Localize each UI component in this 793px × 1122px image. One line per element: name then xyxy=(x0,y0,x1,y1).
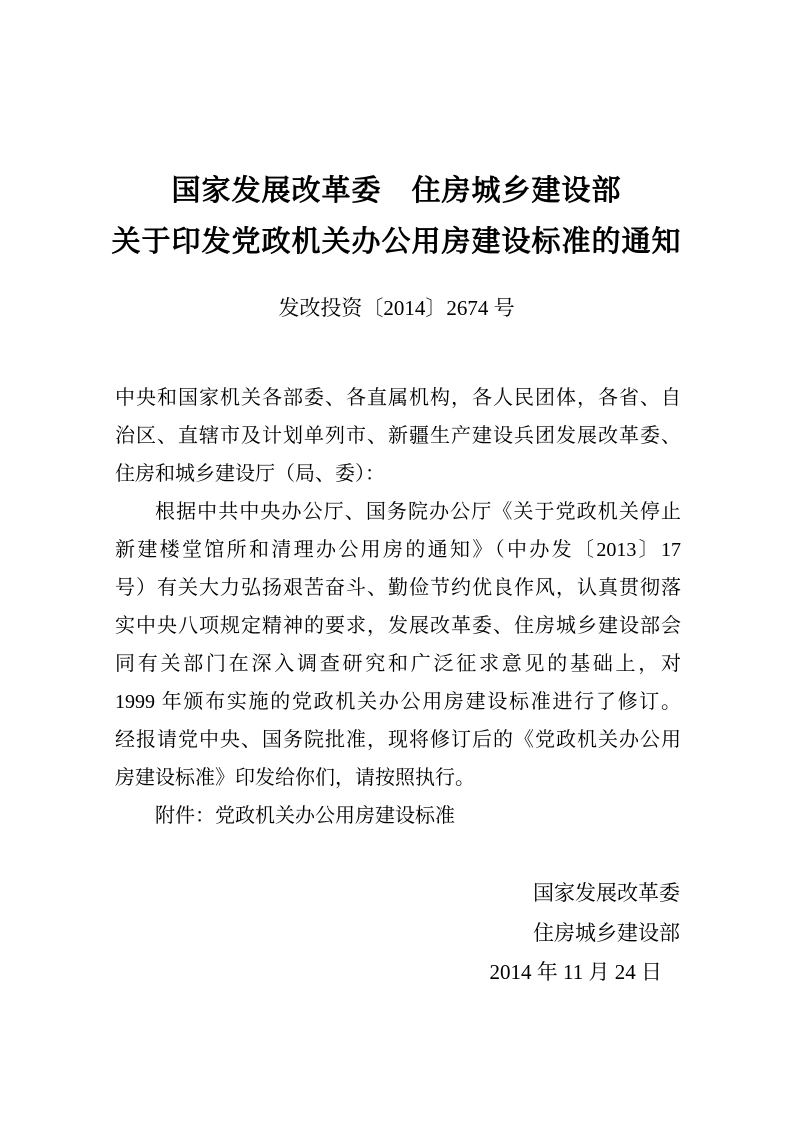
signature-block xyxy=(490,874,680,993)
attachment-line: 附件：党政机关办公用房建设标准 xyxy=(155,805,455,827)
signature-org-2: 住房城乡建设部 xyxy=(533,920,680,945)
paragraph-main xyxy=(115,493,681,797)
text-line: 实中央八项规定精神的要求，发展改革委、住房城乡建设部会 xyxy=(115,615,681,637)
text-line: 同有关部门在深入调查研究和广泛征求意见的基础上，对 xyxy=(115,653,681,675)
document-body xyxy=(115,379,681,835)
text-line: 根据中共中央办公厅、国务院办公厅《关于党政机关停止 xyxy=(155,501,681,523)
text-line: 房建设标准》印发给你们，请按照执行。 xyxy=(115,767,475,789)
text-line: 治区、直辖市及计划单列市、新疆生产建设兵团发展改革委、 xyxy=(115,425,681,447)
document-number: 发改投资〔2014〕2674 号 xyxy=(278,296,515,320)
paragraph-attachment xyxy=(115,797,681,835)
text-line: 新建楼堂馆所和清理办公用房的通知》（中办发〔2013〕17 xyxy=(115,539,681,561)
text-line: 经报请党中央、国务院批准，现将修订后的《党政机关办公用 xyxy=(115,729,681,751)
title-line-1: 国家发展改革委 住房城乡建设部 xyxy=(171,175,622,207)
signature-date: 2014 年 11 月 24 日 xyxy=(489,960,662,984)
text-line: 号）有关大力弘扬艰苦奋斗、勤俭节约优良作风，认真贯彻落 xyxy=(115,577,681,599)
title-line-2: 关于印发党政机关办公用房建设标准的通知 xyxy=(111,226,682,258)
text-line: 住房和城乡建设厅（局、委）： xyxy=(115,463,385,485)
signature-org-1: 国家发展改革委 xyxy=(533,881,680,905)
text-line: 1999 年颁布实施的党政机关办公用房建设标准进行了修订。 xyxy=(115,691,681,713)
paragraph-addressees xyxy=(115,379,681,493)
document-title xyxy=(0,166,793,268)
text-line: 中央和国家机关各部委、各直属机构，各人民团体，各省、自 xyxy=(115,387,681,409)
